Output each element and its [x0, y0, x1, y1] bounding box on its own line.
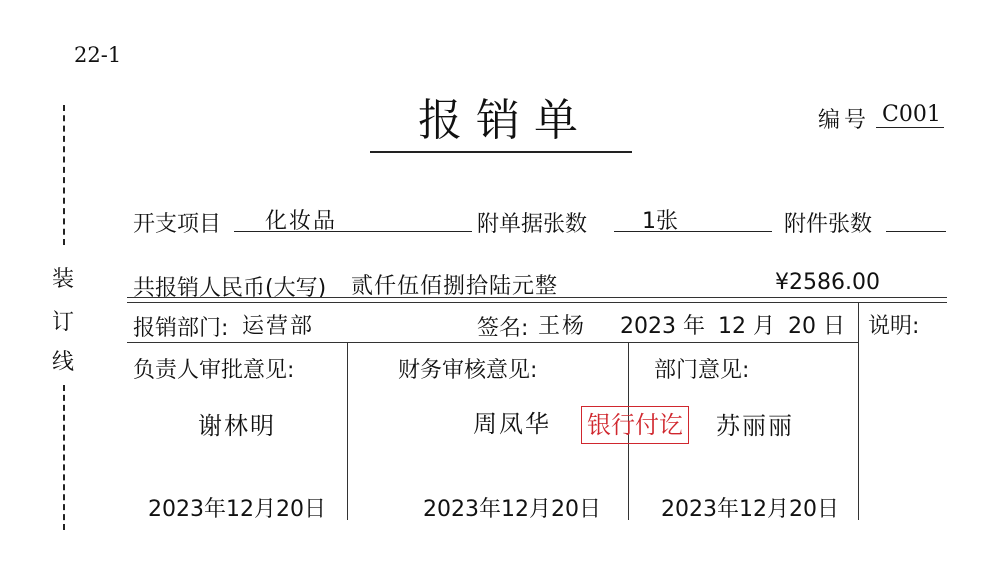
expense-item-label: 开支项目	[133, 212, 222, 237]
note-label: 说明:	[868, 314, 920, 339]
voucher-count-underline	[614, 231, 772, 232]
serial-value: C001	[882, 102, 941, 127]
expense-item-value: 化妆品	[265, 209, 338, 234]
page-code: 22-1	[74, 43, 122, 67]
amount-figure: ¥2586.00	[775, 270, 880, 295]
approval-2-date: 2023年12月20日	[423, 497, 601, 522]
binding-label-2: 订	[52, 310, 75, 335]
approval-divider-1	[347, 342, 348, 520]
main-date-month-unit: 月	[753, 314, 776, 339]
amount-words: 贰仟伍佰捌拾陆元整	[351, 274, 559, 299]
approval-2-label: 财务审核意见:	[398, 358, 538, 383]
approval-3-label: 部门意见:	[654, 358, 750, 383]
approval-1-signer: 谢林明	[198, 412, 276, 440]
main-date-day: 20	[788, 314, 817, 339]
title-underline	[370, 151, 632, 153]
main-date-year: 2023	[620, 314, 676, 339]
approval-1-label: 负责人审批意见:	[133, 358, 295, 383]
signature-value: 王杨	[538, 314, 587, 339]
table-top-line-2	[127, 302, 947, 303]
approval-2-signer: 周凤华	[473, 410, 551, 438]
approval-3-signer: 苏丽丽	[716, 412, 794, 440]
binding-label-1: 装	[52, 267, 75, 292]
main-date	[620, 309, 845, 340]
serial-label: 编号	[818, 108, 871, 133]
amount-label: 共报销人民币(大写)	[133, 276, 327, 301]
approval-3-date: 2023年12月20日	[661, 497, 839, 522]
department-value: 运营部	[242, 314, 315, 339]
voucher-count-value: 1张	[642, 209, 678, 234]
main-date-day-unit: 日	[823, 314, 846, 339]
department-label: 报销部门:	[133, 316, 229, 341]
main-date-month: 12	[718, 314, 747, 339]
attachment-count-label: 附件张数	[784, 212, 873, 237]
note-column-divider	[858, 303, 859, 520]
main-date-year-unit: 年	[683, 314, 706, 339]
approval-1-date: 2023年12月20日	[148, 497, 326, 522]
table-top-line-1	[127, 297, 947, 298]
binding-dashed-line-bottom	[63, 385, 65, 530]
serial-underline	[876, 127, 944, 128]
bank-paid-stamp: 银行付讫	[581, 406, 689, 444]
signature-label: 签名:	[477, 316, 529, 341]
approval-row-top-line	[127, 342, 858, 343]
expense-item-underline	[234, 231, 472, 232]
form-title: 报销单	[418, 95, 592, 146]
binding-label-3: 线	[52, 350, 75, 375]
attachment-count-underline	[886, 231, 946, 232]
voucher-count-label: 附单据张数	[477, 212, 588, 237]
binding-dashed-line-top	[63, 105, 65, 245]
